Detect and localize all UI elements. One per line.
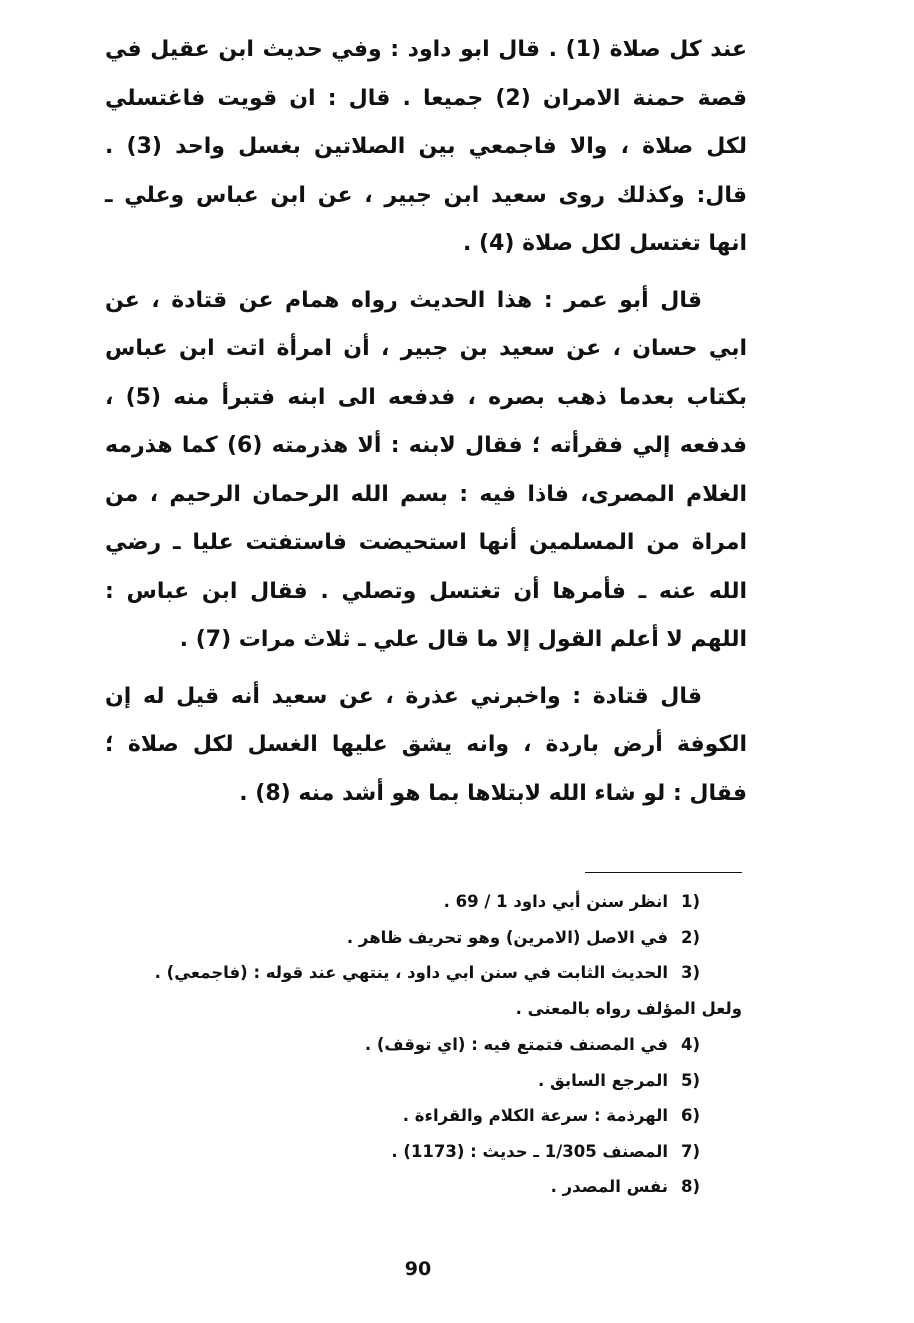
paragraph-1: عند كل صلاة (1) . قال ابو داود : وفي حديث ابن عقيل في قصة حمنة الامران (2) جميعا . قال : ان قويت فاغتسلي لكل صلاة ، والا فاجمعي بين الصلاتين بغسل واحد (3) . قال: وكذلك روى سعيد ابن جبير ، عن ابن عباس وعلي ـ انها تغتسل لكل صلاة (4) . <box>105 37 747 256</box>
footnote-text: الحديث الثابت في سنن ابي داود ، ينتهي عند قوله : (فاجمعي) . <box>154 963 668 982</box>
footnote-text: نفس المصدر . <box>550 1177 668 1196</box>
footnote-number: (3 <box>680 963 700 982</box>
footnotes-bottom <box>100 1027 700 1205</box>
footnote-divider <box>585 872 742 873</box>
footnote-4 <box>100 1027 700 1063</box>
footnote-number: (5 <box>680 1070 700 1090</box>
footnote-5 <box>100 1063 700 1099</box>
footnote-text: انظر سنن أبي داود 1 / 69 . <box>443 892 668 911</box>
footnote-3 <box>100 955 700 991</box>
footnote-text: الهرذمة : سرعة الكلام والقراءة . <box>402 1106 668 1125</box>
paragraph-2: قال أبو عمر : هذا الحديث رواه همام عن قتادة ، عن ابي حسان ، عن سعيد بن جبير ، أن امرأة اتت ابن عباس بكتاب بعدما ذهب بصره ، فدفعه الى ابنه فتبرأ منه (5) ، فدفعه إلي فقرأته ؛ فقال لابنه : ألا هذرمته (6) كما هذرمه الغلام المصرى، فاذا فيه : بسم الله الرحمان الرحيم ، من امراة من المسلمين أنها استحيضت فاستفتت عليا ـ رضي الله عنه ـ فأمرها أن تغتسل وتصلي . فقال ابن عباس : اللهم لا أعلم القول إلا ما قال علي ـ ثلاث مرات (7) . <box>105 287 747 652</box>
footnote-text: المصنف 1/305 ـ حديث : (1173) . <box>391 1141 668 1161</box>
footnote-text: في الاصل (الامرين) وهو تحريف ظاهر . <box>346 927 668 947</box>
footnote-number: (8 <box>680 1177 700 1196</box>
footnote-number: (6 <box>680 1106 700 1125</box>
footnote-number: (7 <box>680 1141 700 1161</box>
page-number: 90 <box>404 1258 432 1280</box>
footnote-1 <box>100 884 700 920</box>
footnote-3-continuation: ولعل المؤلف رواه بالمعنى . <box>515 999 742 1018</box>
footnote-text: المرجع السابق . <box>537 1070 668 1090</box>
footnote-number: (4 <box>680 1035 700 1054</box>
main-text <box>105 26 747 818</box>
footnote-number: (1 <box>680 892 700 911</box>
footnote-number: (2 <box>680 927 700 947</box>
footnote-7 <box>100 1134 700 1170</box>
footnote-2 <box>100 920 700 956</box>
paragraph-3: قال قتادة : واخبرني عذرة ، عن سعيد أنه قيل له إن الكوفة أرض باردة ، وانه يشق عليها الغسل لكل صلاة ؛ فقال : لو شاء الله لابتلاها بما هو أشد منه (8) . <box>105 683 747 806</box>
footnote-8 <box>100 1169 700 1205</box>
footnote-text: في المصنف فتمتع فيه : (اي توقف) . <box>364 1035 668 1054</box>
footnote-6 <box>100 1098 700 1134</box>
footnotes-top <box>100 884 700 955</box>
